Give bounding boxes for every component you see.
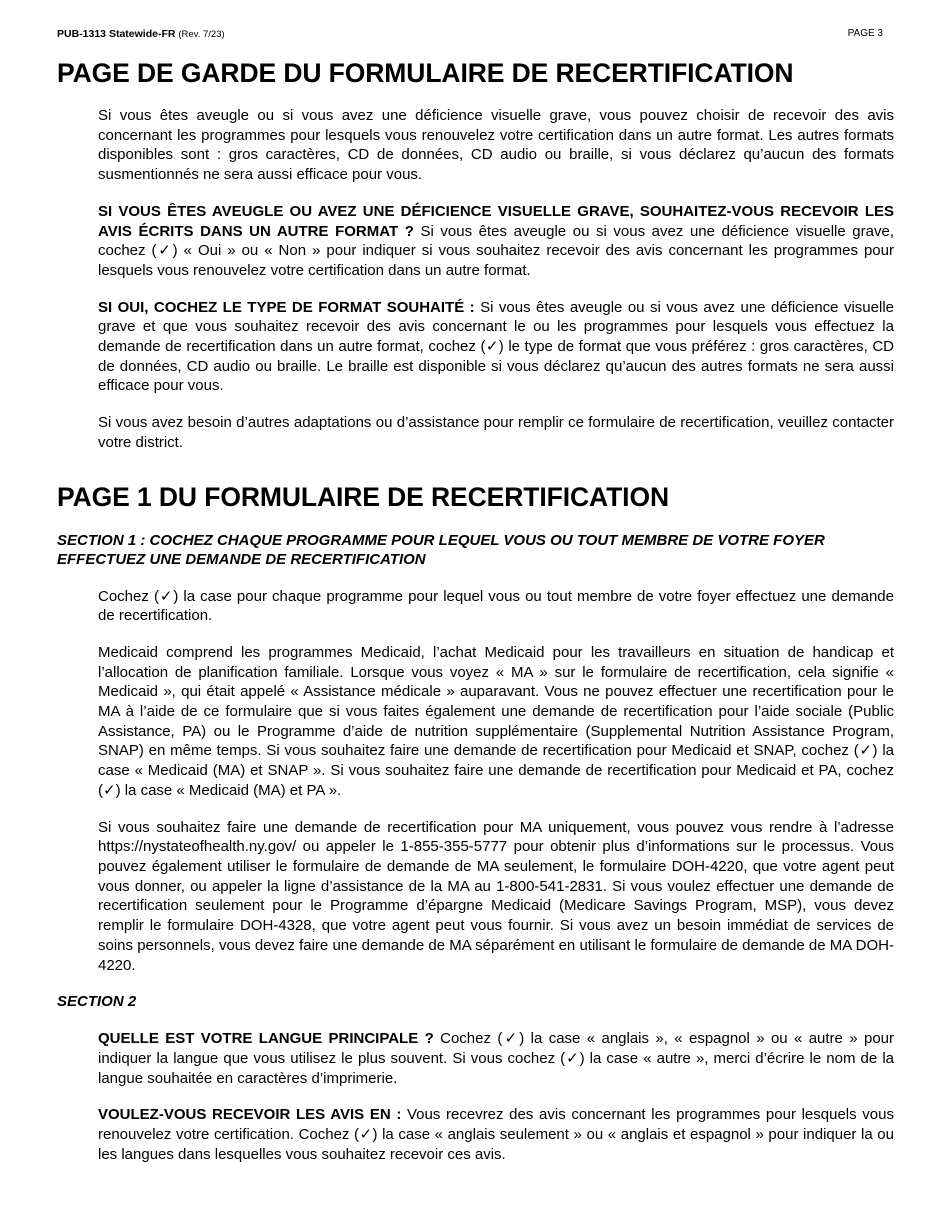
- cover-page-title: PAGE DE GARDE DU FORMULAIRE DE RECERTIFICATION: [57, 58, 794, 88]
- section-2-paragraph-2: [98, 1105, 894, 1164]
- section-1-paragraph-3: Si vous souhaitez faire une demande de recertification pour MA uniquement, vous pouvez vous rendre à l’adresse https://nystateofhealth.ny.gov/ ou appeler le 1-855-355-5777 pour obtenir plus d’informations sur le processus. Vous pouvez également utiliser le formulaire de demande de MA seulement, le formulaire DOH-4220, que votre agent peut vous donner, ou appeler la ligne d’assistance de la MA au 1-800-541-2831. Si vous voulez effectuer une demande de recertification seulement pour le Programme d’épargne Medicaid (Medicare Savings Program, MSP), vous devez remplir le formulaire DOH-4328, que votre agent peut vous fournir. Si vous avez un besoin immédiat de services de soins personnels, vous devez faire une demande de MA séparément en utilisant le formulaire de demande de MA DOH-4220.: [98, 818, 894, 974]
- document-body: [57, 57, 894, 1164]
- cover-section: [98, 106, 894, 453]
- section-1-paragraph-2: Medicaid comprend les programmes Medicaid, l’achat Medicaid pour les travailleurs en situation de handicap et l’allocation de planification familiale. Lorsque vous voyez « MA » sur le formulaire de recertification, cela signifie « Medicaid », qui était appelé « Assistance médicale » auparavant. Vous ne pouvez effectuer une recertification pour le MA à l’aide de ce formulaire que si vous faites également une demande de recertification pour l’aide sociale (Public Assistance, PA) ou le Programme d’aide de nutrition supplémentaire (Supplemental Nutrition Assistance Program, SNAP) en même temps. Si vous souhaitez faire une demande de recertification pour Medicaid et SNAP, cochez (✓) la case « Medicaid (MA) et SNAP ». Si vous souhaitez faire une demande de recertification pour Medicaid et PA, cochez (✓) la case « Medicaid (MA) et PA ».: [98, 643, 894, 799]
- cover-paragraph-4: Si vous avez besoin d’autres adaptations ou d’assistance pour remplir ce formulaire de recertification, veuillez contacter votre district.: [98, 414, 894, 451]
- form-revision: (Rev. 7/23): [178, 29, 225, 40]
- section-2-body: [98, 1029, 894, 1164]
- primary-language-question: QUELLE EST VOTRE LANGUE PRINCIPALE ?: [98, 1030, 434, 1048]
- section-1-heading: SECTION 1 : COCHEZ CHAQUE PROGRAMME POUR LEQUEL VOUS OU TOUT MEMBRE DE VOTRE FOYER EFFECTUEZ UNE DEMANDE DE RECERTIFICATION: [57, 531, 825, 568]
- form-id: PUB-1313 Statewide-FR: [57, 28, 176, 40]
- cover-paragraph-3: [98, 298, 894, 397]
- page1-title: PAGE 1 DU FORMULAIRE DE RECERTIFICATION: [57, 481, 669, 512]
- section-1-body: [98, 587, 894, 976]
- alt-format-question: SI VOUS ÊTES AVEUGLE OU AVEZ UNE DÉFICIENCE VISUELLE GRAVE, SOUHAITEZ-VOUS RECEVOIR LES AVIS ÉCRITS DANS UN AUTRE FORMAT ?: [98, 202, 894, 240]
- page-number: PAGE 3: [847, 28, 883, 39]
- section-1-paragraph-1: Cochez (✓) la case pour chaque programme pour lequel vous ou tout membre de votre foyer effectuez une demande de recertification.: [98, 587, 894, 625]
- format-type-heading: SI OUI, COCHEZ LE TYPE DE FORMAT SOUHAITÉ :: [98, 298, 475, 316]
- primary-language-instructions: Cochez (✓) la case « anglais », « espagnol » ou « autre » pour indiquer la langue que vous utilisez le plus souvent. Si vous cochez (✓) la case « autre », merci d’écrire le nom de la langue souhaitée en caractères d’imprimerie.: [98, 1030, 894, 1087]
- section-2-heading: SECTION 2: [57, 993, 137, 1011]
- section-2-paragraph-1: [98, 1029, 894, 1088]
- notice-language-question: VOULEZ-VOUS RECEVOIR LES AVIS EN :: [98, 1106, 402, 1124]
- cover-paragraph-1: Si vous êtes aveugle ou si vous avez une déficience visuelle grave, vous pouvez choisir de recevoir des avis concernant les programmes pour lesquels vous renouvelez votre certification dans un autre format. Les autres formats disponibles sont : gros caractères, CD de données, CD audio ou braille, si vous déclarez qu’aucun des formats susmentionnés ne sera aussi efficace pour vous.: [98, 107, 894, 184]
- alt-format-instructions: Si vous êtes aveugle ou si vous avez une déficience visuelle grave, cochez (✓) « Oui » ou « Non » pour indiquer si vous souhaitez recevoir des avis concernant les programmes pour lesquels vous renouvelez votre certification dans un autre format.: [98, 222, 894, 279]
- notice-language-instructions: Vous recevrez des avis concernant les programmes pour lesquels vous renouvelez votre certification. Cochez (✓) la case « anglais seulement » ou « anglais et espagnol » pour indiquer la ou les langues dans lesquelles vous souhaitez recevoir ces avis.: [98, 1106, 894, 1163]
- page-header: [57, 28, 893, 40]
- format-type-instructions: Si vous êtes aveugle ou si vous avez une déficience visuelle grave et que vous souhaitez recevoir des avis concernant le ou les programmes pour lesquels vous effectuez la demande de recertification dans un autre format, cochez (✓) le type de format que vous préférez : gros caractères, CD de données, CD audio ou braille. Le braille est disponible si vous déclarez qu’aucun des autres formats ne sera aussi efficace pour vous.: [98, 298, 894, 395]
- cover-paragraph-2: [98, 202, 894, 281]
